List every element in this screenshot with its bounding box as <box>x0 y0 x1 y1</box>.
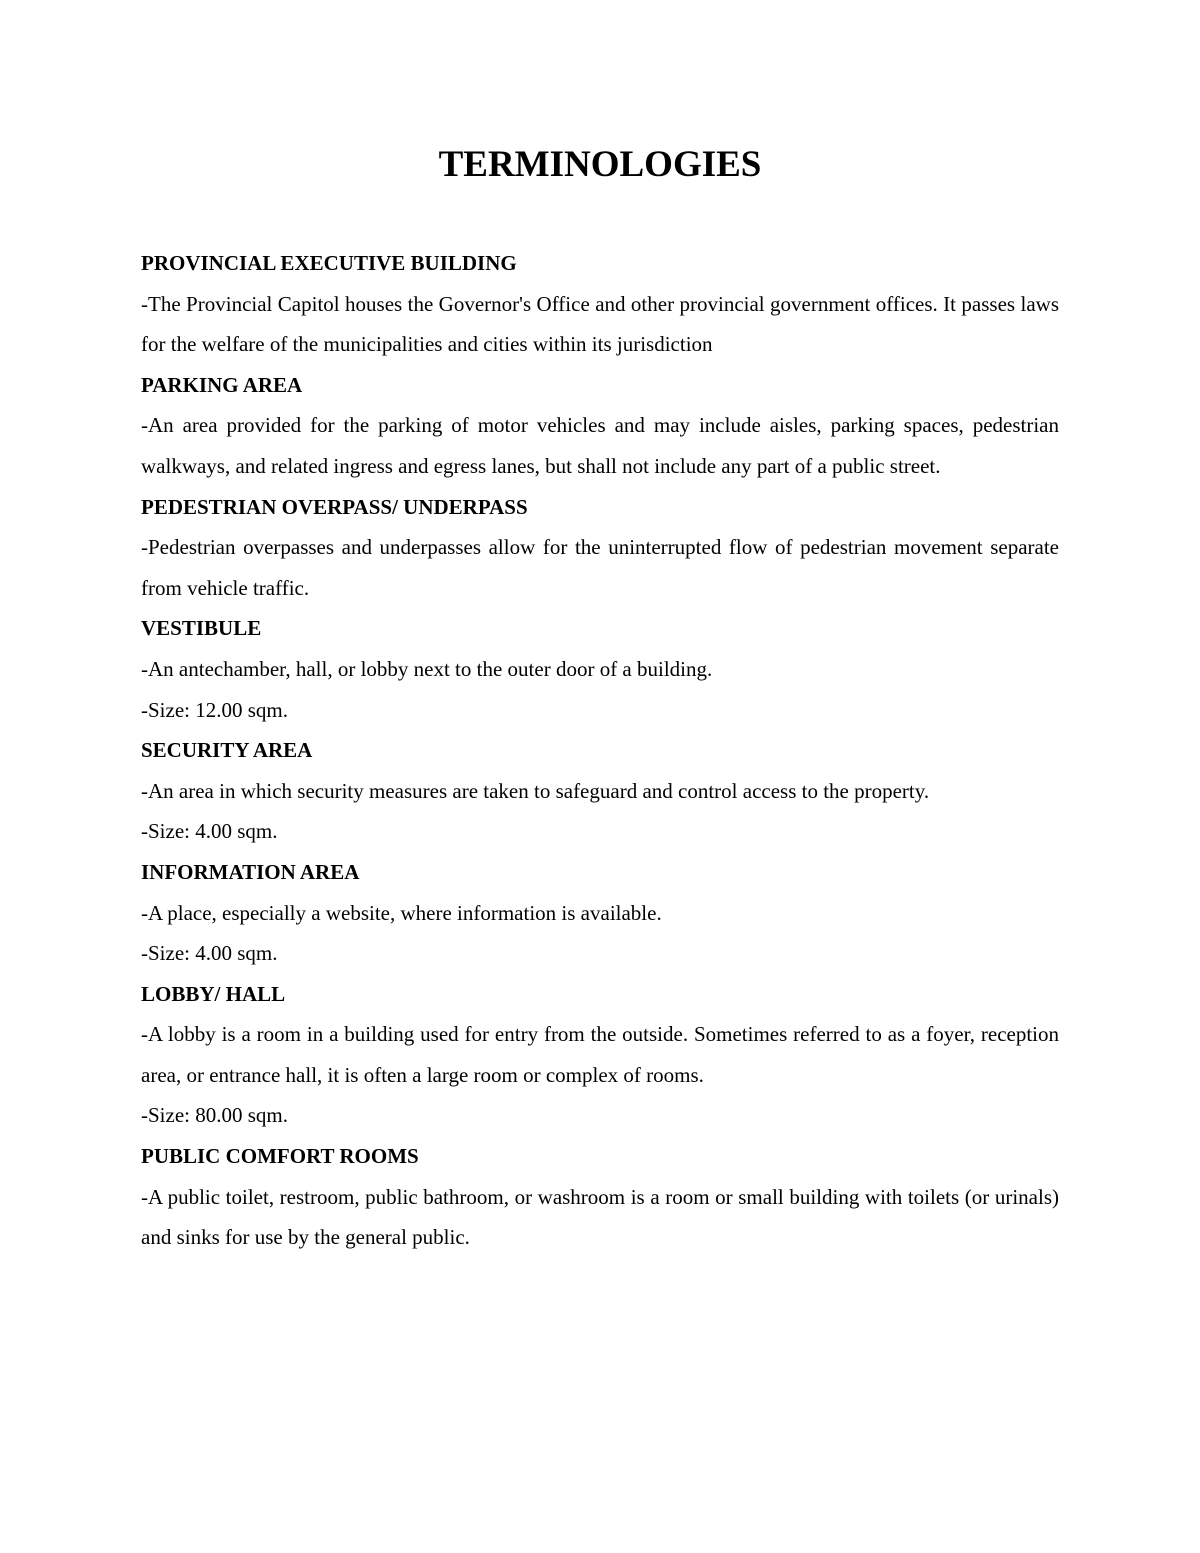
term-heading: INFORMATION AREA <box>141 859 360 884</box>
term-provincial-executive-building <box>141 243 1059 365</box>
term-size: -Size: 4.00 sqm. <box>141 819 278 844</box>
term-heading: PEDESTRIAN OVERPASS/ UNDERPASS <box>141 494 528 519</box>
term-definition: -An area provided for the parking of motor vehicles and may include aisles, parking spaces, pedestrian walkways, and related ingress and egress lanes, but shall not include any part of a public street. <box>141 413 1059 478</box>
term-definition: -An antechamber, hall, or lobby next to the outer door of a building. <box>141 656 713 681</box>
page-title: TERMINOLOGIES <box>438 144 762 185</box>
term-definition: -An area in which security measures are taken to safeguard and control access to the property. <box>141 778 930 803</box>
term-heading: VESTIBULE <box>141 616 262 641</box>
term-definition: -A public toilet, restroom, public bathroom, or washroom is a room or small building with toilets (or urinals) and sinks for use by the general public. <box>141 1184 1059 1250</box>
term-lobby-hall <box>141 974 1059 1136</box>
term-definition: -A place, especially a website, where information is available. <box>141 900 662 925</box>
terms-list <box>141 243 1059 1258</box>
term-heading: SECURITY AREA <box>141 738 313 763</box>
term-security-area <box>141 730 1059 852</box>
term-definition: -A lobby is a room in a building used for entry from the outside. Sometimes referred to as a foyer, reception area, or entrance hall, it is often a large room or complex of rooms. <box>141 1022 1059 1087</box>
term-size: -Size: 80.00 sqm. <box>141 1103 288 1128</box>
term-vestibule <box>141 608 1059 730</box>
term-heading: PARKING AREA <box>141 372 303 397</box>
term-parking-area <box>141 365 1059 487</box>
term-size: -Size: 4.00 sqm. <box>141 941 278 966</box>
term-definition: -The Provincial Capitol houses the Governor's Office and other provincial government offices. It passes laws for the welfare of the municipalities and cities within its jurisdiction <box>141 291 1059 357</box>
term-heading: LOBBY/ HALL <box>141 981 286 1006</box>
term-heading: PUBLIC COMFORT ROOMS <box>141 1144 419 1169</box>
term-pedestrian-overpass-underpass <box>141 487 1059 609</box>
term-heading: PROVINCIAL EXECUTIVE BUILDING <box>141 251 517 275</box>
term-size: -Size: 12.00 sqm. <box>141 697 288 722</box>
term-information-area <box>141 852 1059 974</box>
term-definition: -Pedestrian overpasses and underpasses allow for the uninterrupted flow of pedestrian movement separate from vehicle traffic. <box>141 535 1059 600</box>
term-public-comfort-rooms <box>141 1136 1059 1258</box>
